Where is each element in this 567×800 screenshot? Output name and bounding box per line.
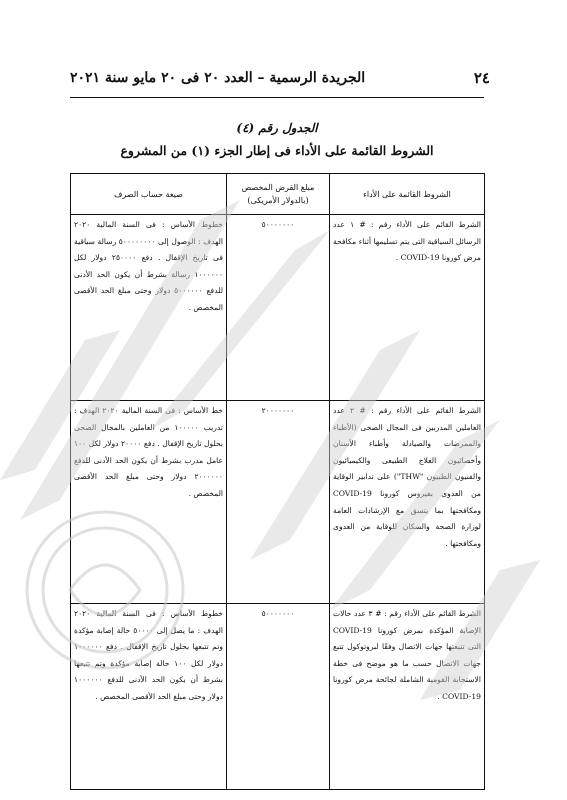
table-row [71, 604, 485, 790]
row-3-amount: ٥٠٠٠٠٠٠٠ [227, 604, 330, 790]
table-header-row [71, 174, 485, 215]
table-caption: الجدول رقم (٤) [236, 121, 318, 135]
header-formula: صيغة حساب الصرف [71, 174, 227, 215]
header-amount: مبلغ القرض المخصص (بالدولار الأمريكى) [227, 174, 330, 215]
row-1-formula: خطوط الأساس : فى السنة المالية ٢٠٢٠ الهدف : الوصول إلى ٥٠٠٠٠٠٠٠٠ رسالة سياقية فى تاريخ الإقفال . دفع ٢٥٠٠٠٠ دولار لكل ١٠٠٠٠٠٠ رسالة بشرط أن يكون الحد الأدنى للدفع ٥٠٠٠٠٠٠ دولار وحتى مبلغ الحد الأقصى المخصص . [71, 215, 227, 401]
table-row [71, 215, 485, 401]
running-head: الجريدة الرسمية – العدد ٢٠ فى ٢٠ مايو سنة ٢٠٢١ [70, 70, 366, 86]
table-title: الشروط القائمة على الأداء فى إطار الجزء (١) من المشروع [120, 143, 434, 158]
row-1-conditions: الشرط القائم على الأداء رقم : # ١ عدد الرسائل السياقية التى يتم تسليمها أثناء مكافحة مرض كورونا COVID-19 . [330, 215, 485, 401]
row-2-conditions: الشرط القائم على الأداء رقم : # ٢ عدد العاملين المدربين فى المجال الصحى (الأطباء والممرضات والصيادلة وأطباء الأسنان وأخصائيون العلاج الطبيعى والكيميائيون والفنيون الطبيون "THW") على تدابير الوقاية من العدوى بفيروس كورونا COVID-19 ومكافحتها بما يتسق مع الإرشادات العامة لوزارة الصحة والسكان للوقاية من العدوى ومكافحتها . [330, 401, 485, 604]
page-header [70, 64, 490, 92]
page-number: ٢٤ [473, 69, 490, 87]
conditions-table [70, 173, 485, 790]
table-row [71, 401, 485, 604]
row-3-conditions: الشرط القائم على الأداء رقم : # ٣ عدد حالات الإصابة المؤكدة بمرض كورونا COVID-19 التى تتبعتها جهات الاتصال وفقًا لبروتوكول تتبع جهات الاتصال حسب ما هو موضح فى خطة الاستجابة القومية الشاملة لجائحة مرض كورونا COVID-19 . [330, 604, 485, 790]
row-1-amount: ٥٠٠٠٠٠٠٠ [227, 215, 330, 401]
row-2-amount: ٢٠٠٠٠٠٠٠ [227, 401, 330, 604]
header-conditions: الشروط القائمة على الأداء [330, 174, 485, 215]
row-3-formula: خطوط الأساس : فى السنة المالية ٢٠٢٠ الهدف : ما يصل إلى ٥٠٠٠٠ حالة إصابة مؤكدة وتم تتبعها بحلول تاريخ الإقفال . دفع ١٠٠٠٠٠٠ دولار لكل ١٠٠ حالة إصابة مؤكدة وتم تتبعها بشرط أن يكون الحد الأدنى للدفع ١٠٠٠٠٠٠ دولار وحتى مبلغ الحد الأقصى المخصص . [71, 604, 227, 790]
row-2-formula: خط الأساس : فى السنة المالية ٢٠٢٠ الهدف : تدريب ١٠٠٠٠٠ من العاملين بالمجال الصحى بحلول تاريخ الإقفال . دفع ٢٠٠٠٠ دولار لكل ١٠٠ عامل مدرب بشرط أن يكون الحد الأدنى للدفع ٢٠٠٠٠٠٠ دولار وحتى مبلغ الحد الأقصى المخصص . [71, 401, 227, 604]
header-rule [70, 97, 484, 98]
